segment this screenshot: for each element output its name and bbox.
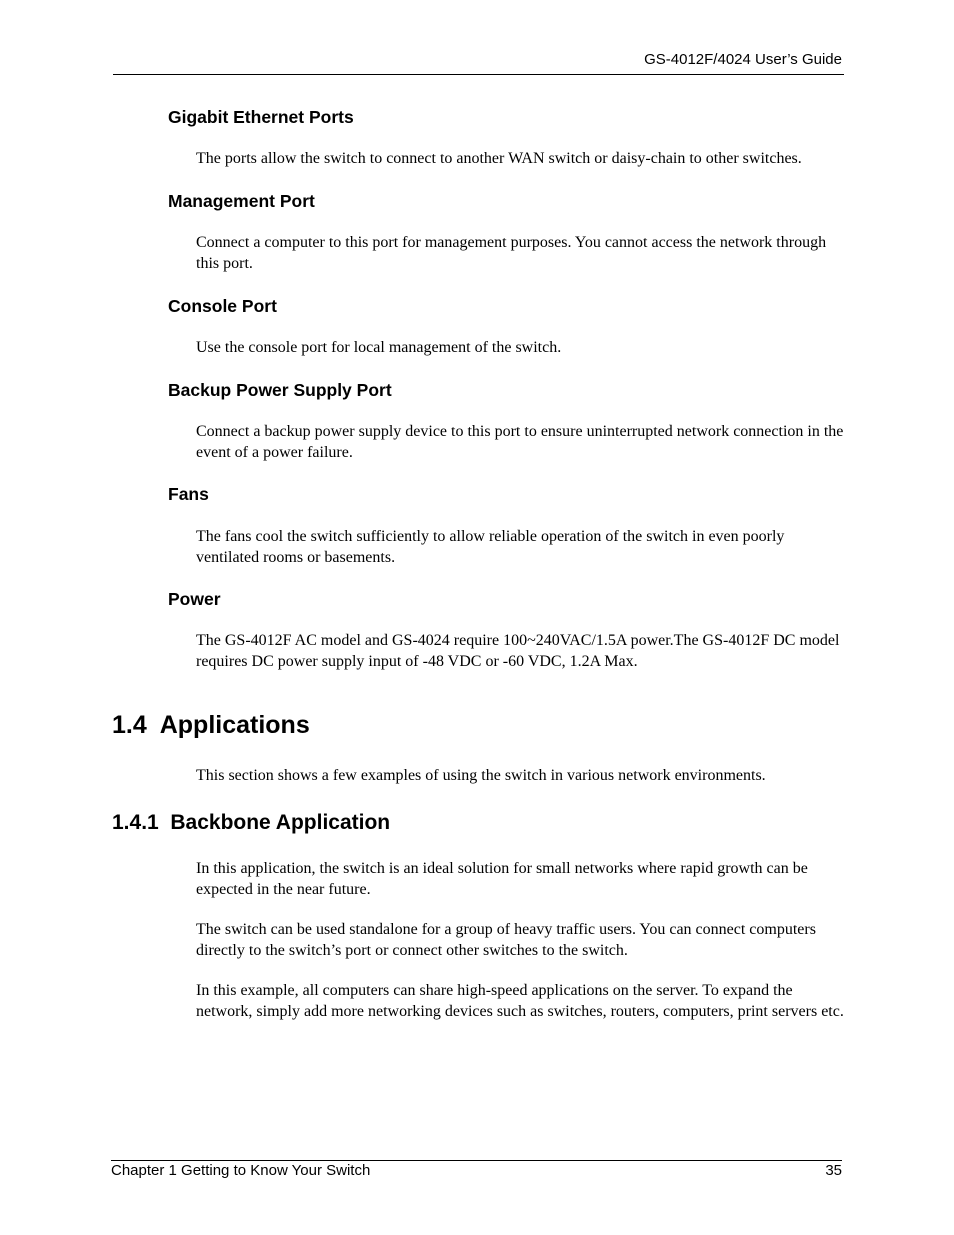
heading-fans: Fans: [168, 484, 209, 504]
subsection-heading-backbone-application: 1.4.1 Backbone Application: [112, 811, 391, 834]
paragraph-fans: The fans cool the switch sufficiently to allow reliable operation of the switch in even poorly ventilated rooms or basements.: [196, 528, 785, 566]
paragraph-backbone-3: In this example, all computers can share high-speed applications on the server. To expand the network, simply add more networking devices such as switches, routers, computers, print servers etc.: [196, 982, 844, 1020]
paragraph-backbone-2: The switch can be used standalone for a group of heavy traffic users. You can connect computers directly to the switch’s port or connect other switches to the switch.: [196, 921, 816, 959]
paragraph-backbone-1: In this application, the switch is an ideal solution for small networks where rapid growth can be expected in the near future.: [196, 860, 808, 898]
paragraph-backup-power-supply-port: Connect a backup power supply device to this port to ensure uninterrupted network connection in the event of a power failure.: [196, 423, 844, 461]
paragraph-console-port: Use the console port for local management of the switch.: [196, 339, 562, 356]
paragraph-management-port: Connect a computer to this port for management purposes. You cannot access the network through this port.: [196, 234, 827, 272]
running-header-title: GS-4012F/4024 User’s Guide: [644, 51, 842, 68]
paragraph-power: The GS-4012F AC model and GS-4024 require 100~240VAC/1.5A power.The GS-4012F DC model requires DC power supply input of -48 VDC or -60 VDC, 1.2A Max.: [196, 632, 840, 670]
header-divider: [113, 74, 844, 75]
section-heading-applications: 1.4 Applications: [112, 711, 310, 739]
heading-gigabit-ethernet-ports: Gigabit Ethernet Ports: [168, 107, 354, 127]
footer-page-number: 35: [825, 1162, 842, 1179]
footer-divider: [111, 1160, 842, 1161]
paragraph-gigabit-ethernet-ports: The ports allow the switch to connect to another WAN switch or daisy-chain to other switches.: [196, 150, 802, 167]
heading-management-port: Management Port: [168, 191, 315, 211]
heading-power: Power: [168, 589, 221, 609]
footer-chapter-title: Chapter 1 Getting to Know Your Switch: [111, 1162, 371, 1179]
heading-console-port: Console Port: [168, 296, 277, 316]
heading-backup-power-supply-port: Backup Power Supply Port: [168, 380, 392, 400]
paragraph-applications-intro: This section shows a few examples of using the switch in various network environments.: [196, 767, 766, 784]
